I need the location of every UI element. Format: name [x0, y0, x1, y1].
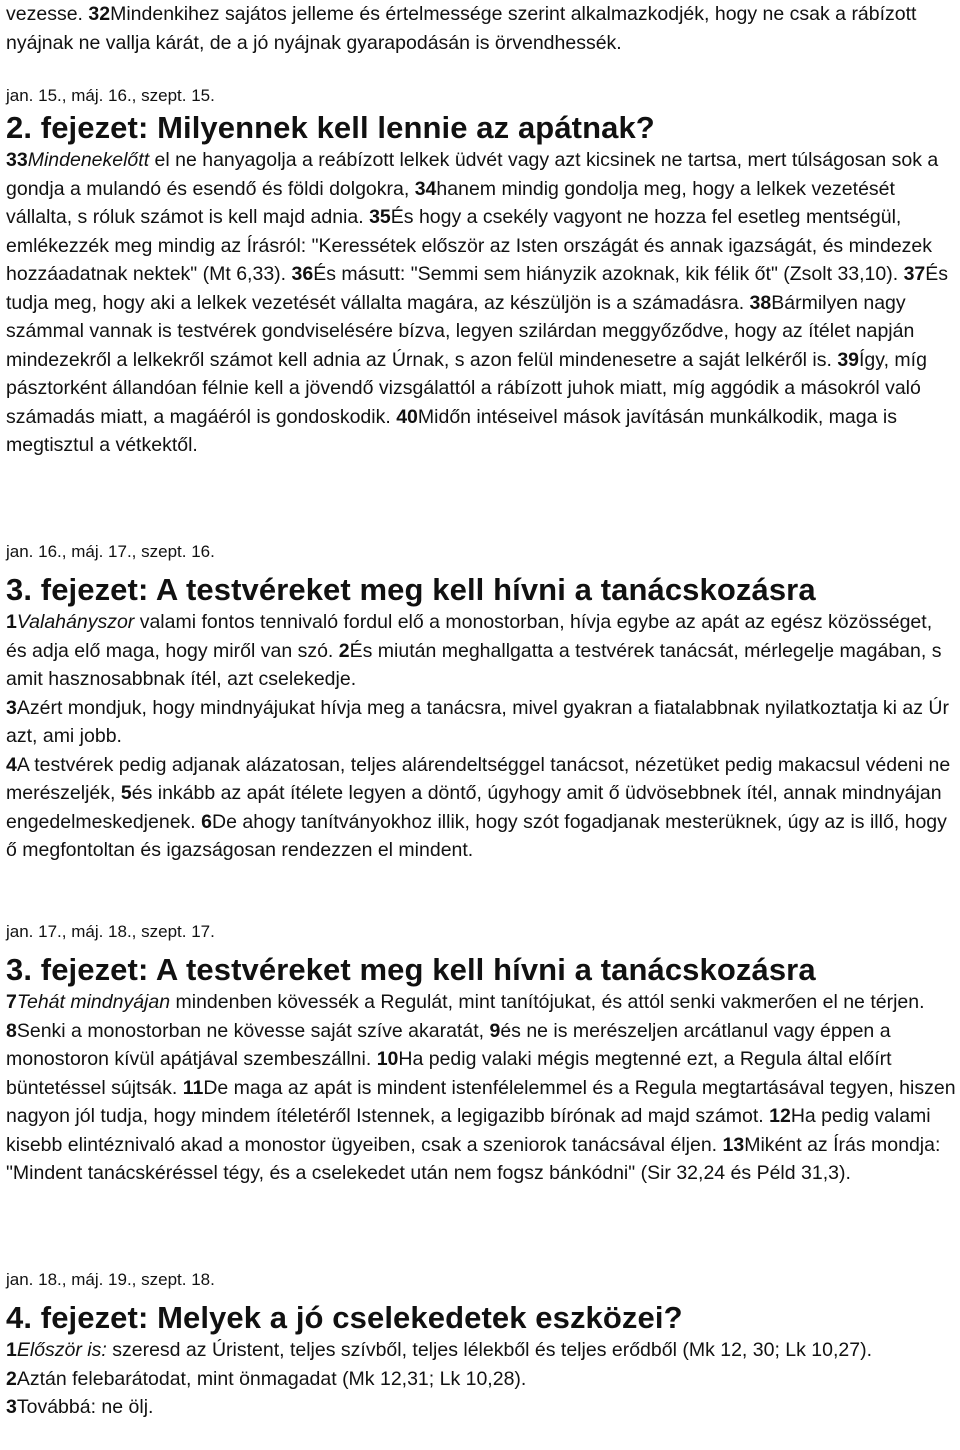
chapter-heading: 3. fejezet: A testvéreket meg kell hívni a tanácskozásra: [6, 952, 816, 987]
verse-text: Továbbá: ne ölj.: [16, 1396, 154, 1418]
verse-lead-word: Mindenekelőtt: [27, 149, 150, 171]
verse-text: és inkább az apát ítélete legyen a döntő, úgyhogy amit ő üdvösebbnek ítél, annak mindnyájan engedelmeskedjenek.: [6, 782, 942, 833]
verse-text: Bármilyen nagy számmal vannak is testvérek gondviselésére bízva, legyen szilárdan meggyőződve, hogy az ítélet napján mindezekről a lelkekről számot kell adnia az Úrnak, s azon felül mindenesetre a saját lelkéről is.: [6, 291, 915, 371]
intro-text: [6, 0, 956, 57]
verse-text: Így, míg pásztorként állandóan félnie kell a jövendő vizsgálattól a rábízott juhok miatt, míg aggódik a másokról való számadás miatt, a magáéról is gondoskodik.: [6, 348, 927, 428]
verse-number: 33: [6, 149, 28, 171]
verse-number: 1: [6, 611, 17, 633]
section-chapter-3a: [6, 540, 956, 865]
chapter-heading: 2. fejezet: Milyennek kell lennie az apátnak?: [6, 110, 655, 145]
chapter-paragraph: [6, 1393, 956, 1422]
verse-text: Azért mondjuk, hogy mindnyájukat hívja meg a tanácsra, mivel gyakran a fiatalabbnak nyilatkoztatja ki az Úr azt, ami jobb.: [6, 696, 949, 747]
verse-number: 35: [369, 206, 391, 228]
verse-number: 2: [6, 1367, 17, 1390]
verse-text: valami fontos tennivaló fordul elő a monostorban, hívja egybe az apát az egész közösséget, és adja elő maga, hogy miről van szó.: [6, 611, 933, 662]
verse-text: szeresd az Úristent, teljes szívből, teljes lélekből és teljes erődből (Mk 12, 30; Lk 10,27).: [106, 1339, 873, 1361]
verse-text: És tudja meg, hogy aki a lelkek vezetését vállalta magára, az készüljön is a számadásra.: [6, 263, 949, 314]
verse-text: És hogy a csekély vagyont ne hozza fel esetleg mentségül, emlékezzék meg mindig az Írásról: "Keressétek először az Isten országát és annak igazságát, és mindezek hozzáadatnak nektek" (Mt 6,33).: [6, 206, 933, 285]
verse-text: A testvérek pedig adjanak alázatosan, teljes alárendeltséggel tanácsot, nézetüket pedig makacsul védeni ne merészeljék,: [6, 753, 951, 804]
verse-text: el ne hanyagolja a reábízott lelkek üdvét vagy azt kicsinek ne tartsa, mert túlságosan sok a gondja a mulandó és esendő és földi dolgokra,: [6, 149, 939, 200]
verse-text: És miután meghallgatta a testvérek tanácsát, mérlegelje magában, s amit hasznosabbnak ítél, azt cselekedje.: [6, 639, 942, 690]
verse-number: 38: [749, 291, 772, 314]
verse-lead-word: Tehát mindnyájan: [16, 991, 171, 1013]
verse-number: 8: [6, 1019, 17, 1042]
verse-number: 2: [338, 639, 350, 662]
chapter-heading: 3. fejezet: A testvéreket meg kell hívni a tanácskozásra: [6, 572, 816, 607]
verse-number: 9: [489, 1019, 501, 1042]
verse-text: mindenben kövessék a Regulát, mint tanítójukat, és attól senki vakmerően el ne térjen.: [170, 991, 925, 1013]
verse-number: 4: [6, 753, 17, 776]
verse-number: 3: [6, 696, 17, 719]
section-chapter-3b: [6, 920, 956, 1188]
verse-text: Ha pedig valami kisebb elintéznivaló akad a monostor ügyeiben, csak a szeniorok tanácsával éljen.: [6, 1105, 931, 1156]
verse-text: És másutt: "Semmi sem hiányzik azoknak, kik félik őt" (Zsolt 33,10).: [313, 263, 904, 285]
verse-lead-word: Először is:: [16, 1339, 107, 1361]
verse-text: és ne is merészeljen arcátlanul vagy éppen a monostoron kívül apátjával szembeszállni.: [6, 1019, 891, 1070]
verse-number: 1: [6, 1339, 17, 1361]
verse-text: hanem mindig gondolja meg, hogy a lelkek vezetését vállalta, s róluk számot is kell majd adnia.: [6, 177, 895, 228]
verse-text: Miként az Írás mondja: "Mindent tanácskéréssel tégy, és a cselekedet után nem fogsz bánkódni" (Sir 32,24 és Péld 31,3).: [6, 1133, 941, 1184]
verse-number: 13: [722, 1133, 745, 1156]
chapter-paragraph: [6, 1365, 956, 1394]
verse-number: 6: [201, 810, 212, 833]
chapter-heading: 4. fejezet: Melyek a jó cselekedetek eszközei?: [6, 1300, 683, 1335]
verse-text: Aztán felebarátodat, mint önmagadat (Mk 12,31; Lk 10,28).: [16, 1367, 527, 1390]
chapter-paragraph: [6, 1336, 956, 1365]
verse-text: Senki a monostorban ne kövesse saját szíve akaratát,: [16, 1019, 490, 1042]
verse-number: 12: [769, 1105, 791, 1127]
verse-number: 11: [182, 1076, 204, 1099]
intro-paragraph: [6, 0, 956, 57]
reading-date: jan. 18., máj. 19., szept. 18.: [6, 1270, 215, 1289]
reading-date: jan. 15., máj. 16., szept. 15.: [6, 86, 215, 105]
verse-text: De maga az apát is mindent istenfélelemmel és a Regula megtartásával tegyen, hiszen nagyon jól tudja, hogy mindem ítéletéről Istennek, a legigazibb bírónak ad majd számot.: [6, 1076, 956, 1127]
chapter-paragraph: [6, 988, 956, 1188]
chapter-paragraph: [6, 608, 956, 694]
verse-number: 36: [291, 263, 314, 285]
reading-date: jan. 16., máj. 17., szept. 16.: [6, 542, 215, 561]
verse-text: Mindenkihez sajátos jelleme és értelmessége szerint alkalmazkodjék, hogy ne csak a rábízott nyájnak ne vallja kárát, de a jó nyájnak gyarapodásán is örvendhessék.: [6, 3, 917, 54]
verse-lead-word: Valahányszor: [16, 611, 135, 633]
chapter-paragraph: [6, 694, 956, 751]
section-chapter-2: [6, 84, 956, 460]
chapter-paragraph: [6, 146, 956, 460]
section-chapter-4: [6, 1268, 956, 1422]
verse-text: vezesse.: [6, 3, 89, 25]
verse-number: 10: [376, 1048, 399, 1070]
verse-text: Midőn intéseivel mások javításán munkálkodik, maga is megtisztul a vétkektől.: [6, 405, 897, 456]
verse-number: 34: [414, 177, 437, 200]
chapter-paragraph: [6, 751, 956, 865]
verse-number: 39: [837, 348, 860, 371]
reading-date: jan. 17., máj. 18., szept. 17.: [6, 922, 215, 941]
verse-number: 37: [903, 263, 926, 285]
verse-number: 40: [396, 405, 418, 428]
verse-number: 3: [6, 1396, 17, 1418]
verse-number: 5: [120, 782, 132, 804]
verse-text: Ha pedig valaki mégis megtenné ezt, a Regula által előírt büntetéssel sújtsák.: [6, 1048, 892, 1099]
verse-text: De ahogy tanítványokhoz illik, hogy szót fogadjanak mesterüknek, úgy az is illő, hogy ő megfontoltan és igazságosan rendezzen el mindent.: [6, 810, 947, 861]
verse-number: 7: [6, 991, 17, 1013]
verse-number: 32: [88, 3, 111, 25]
